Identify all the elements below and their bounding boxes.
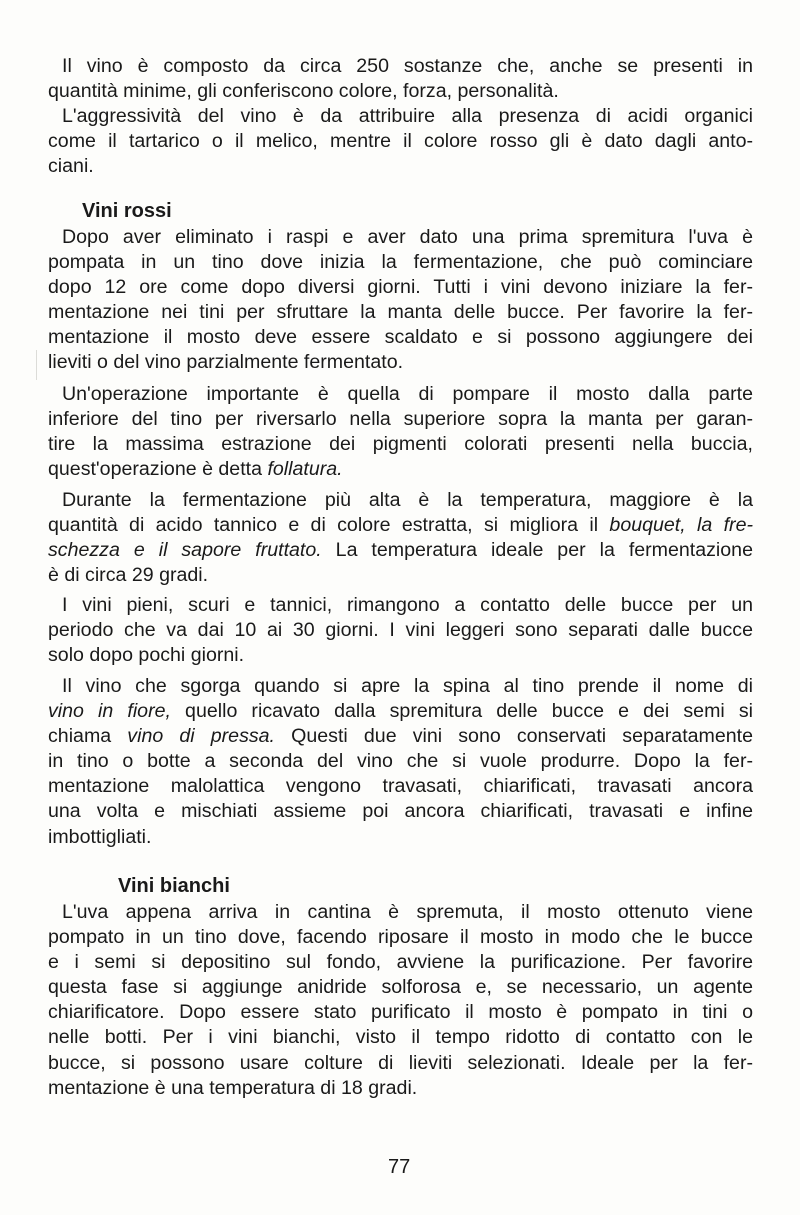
text-line: Il vino è composto da circa 250 sostanze che, anche se presenti in: [62, 55, 753, 77]
section-heading-vini-rossi: Vini rossi: [82, 200, 172, 222]
text-line: e i semi si depositino sul fondo, avviene la purificazione. Per favorire: [48, 951, 753, 974]
text-line: I vini pieni, scuri e tannici, rimangono a contatto delle bucce per un: [62, 594, 753, 616]
text-line: imbottigliati.: [48, 825, 152, 848]
section-heading-vini-bianchi: Vini bianchi: [118, 875, 230, 897]
page-number: 77: [388, 1156, 411, 1178]
italic-term: vino in fiore,: [48, 700, 171, 723]
text-line: [48, 699, 753, 724]
text-line: una volta e mischiati assieme poi ancora chiarificati, travasati e infine: [48, 800, 753, 823]
vini-rossi-paragraph-3: [48, 488, 753, 588]
text-line: [48, 513, 753, 538]
text-line: nelle botti. Per i vini bianchi, visto il tempo ridotto di contatto con le: [48, 1026, 753, 1049]
italic-term: schezza e il sapore fruttato.: [48, 539, 322, 562]
text-line: ciani.: [48, 155, 94, 178]
text-line: inferiore del tino per riversarlo nella superiore sopra la manta per garan-: [48, 408, 753, 431]
italic-term: follatura.: [267, 458, 343, 481]
text-line: quantità minime, gli conferiscono colore, forza, personalità.: [48, 80, 559, 103]
text-line: Un'operazione importante è quella di pompare il mosto dalla parte: [62, 383, 753, 405]
vini-rossi-paragraph-5: [48, 674, 753, 850]
text-line: Durante la fermentazione più alta è la temperatura, maggiore è la: [62, 489, 753, 511]
text-fragment: quantità di acido tannico e di colore estratta, si migliora il: [48, 514, 610, 537]
text-line: in tino o botte a seconda del vino che si vuole produrre. Dopo la fer-: [48, 750, 753, 773]
intro-paragraph: [48, 54, 753, 104]
text-fragment: La temperatura ideale per la fermentazione: [321, 539, 753, 562]
text-line: Il vino che sgorga quando si apre la spina al tino prende il nome di: [62, 675, 753, 697]
text-line: questa fase si aggiunge anidride solforosa e, se necessario, un agente: [48, 976, 753, 999]
text-line: mentazione è una temperatura di 18 gradi.: [48, 1076, 418, 1099]
text-line: mentazione il mosto deve essere scaldato e si possono aggiungere dei: [48, 326, 753, 349]
vini-bianchi-paragraph-1: [48, 900, 753, 1101]
text-fragment: chiama: [48, 725, 128, 748]
text-line: pompata in un tino dove inizia la fermentazione, che può cominciare: [48, 251, 753, 274]
vini-rossi-paragraph-1: [48, 225, 753, 376]
text-line: [48, 724, 753, 749]
text-line: è di circa 29 gradi.: [48, 564, 209, 587]
text-line: solo dopo pochi giorni.: [48, 644, 245, 667]
text-line: lieviti o del vino parzialmente fermentato.: [48, 351, 404, 374]
text-line: come il tartarico o il melico, mentre il colore rosso gli è dato dagli anto-: [48, 130, 753, 153]
text-fragment: quello ricavato dalla spremitura delle bucce e dei semi si: [170, 700, 753, 723]
text-line: L'uva appena arriva in cantina è spremuta, il mosto ottenuto viene: [62, 901, 753, 923]
vini-rossi-paragraph-2: [48, 382, 753, 482]
scan-margin-mark: [36, 350, 37, 380]
text-line: tire la massima estrazione dei pigmenti colorati presenti nella buccia,: [48, 433, 753, 456]
text-line: bucce, si possono usare colture di lieviti selezionati. Ideale per la fer-: [48, 1051, 753, 1074]
text-line: chiarificatore. Dopo essere stato purificato il mosto è pompato in tini o: [48, 1001, 753, 1024]
text-line: Dopo aver eliminato i raspi e aver dato una prima spremitura l'uva è: [62, 226, 753, 248]
text-fragment: Questi due vini sono conservati separatamente: [275, 725, 753, 748]
italic-term: vino di pressa.: [127, 725, 276, 748]
text-line: pompato in un tino dove, facendo riposare il mosto in modo che le bucce: [48, 926, 753, 949]
vini-rossi-paragraph-4: [48, 593, 753, 668]
text-line: L'aggressività del vino è da attribuire alla presenza di acidi organici: [62, 105, 753, 127]
text-line: [48, 538, 753, 563]
italic-term: bouquet, la fre-: [609, 514, 753, 537]
text-line: mentazione nei tini per sfruttare la manta delle bucce. Per favorire la fer-: [48, 301, 753, 324]
text-line: dopo 12 ore come dopo diversi giorni. Tutti i vini devono iniziare la fer-: [48, 276, 753, 299]
text-line: periodo che va dai 10 ai 30 giorni. I vini leggeri sono separati dalle bucce: [48, 619, 753, 642]
text-line: [48, 457, 753, 482]
intro-paragraph-2: [48, 104, 753, 179]
text-fragment: quest'operazione è detta: [48, 458, 268, 481]
text-line: mentazione malolattica vengono travasati, chiarificati, travasati ancora: [48, 775, 753, 798]
